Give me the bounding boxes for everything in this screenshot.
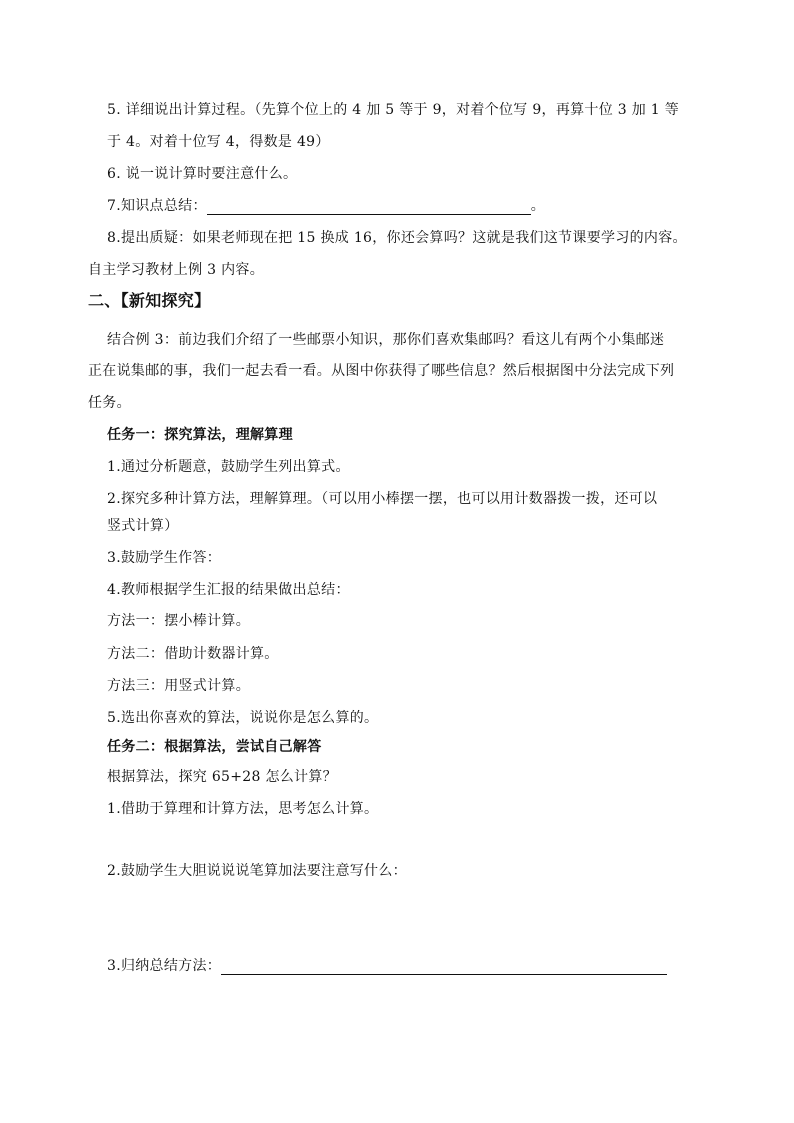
method-summary-blank[interactable]	[221, 960, 667, 975]
task-1-item-2-line-1: 2.探究多种计算方法，理解算理。（可以用小棒摆一摆，也可以用计数器拨一拨，还可以	[107, 491, 658, 507]
task-2-title: 任务二：根据算法，尝试自己解答	[107, 739, 322, 755]
knowledge-summary-blank[interactable]	[207, 200, 531, 215]
task-2-item-3-label: 3.归纳总结方法：	[107, 958, 222, 974]
item-6: 6. 说一说计算时要注意什么。	[107, 166, 298, 182]
item-7-end: 。	[530, 198, 546, 214]
task-2-item-2: 2.鼓励学生大胆说说说笔算加法要注意写什么：	[107, 863, 407, 879]
item-5-line-1: 5. 详细说出计算过程。（先算个位上的 4 加 5 等于 9，对着个位写 9，再算十位 3 加 1 等	[107, 102, 680, 118]
task-1-item-2-line-2: 竖式计算）	[107, 518, 179, 534]
intro-line-1: 结合例 3：前边我们介绍了一些邮票小知识，那你们喜欢集邮吗？看这儿有两个小集邮迷	[107, 332, 665, 348]
task-1-item-5: 5.选出你喜欢的算法，说说你是怎么算的。	[107, 710, 379, 726]
intro-line-3: 任务。	[88, 395, 131, 411]
task-2-intro: 根据算法，探究 65+28 怎么计算？	[107, 769, 337, 785]
task-2-item-3	[107, 957, 667, 975]
method-2: 方法二：借助计数器计算。	[107, 646, 279, 662]
item-7-label: 7.知识点总结：	[107, 198, 207, 214]
task-1-item-1: 1.通过分析题意，鼓励学生列出算式。	[107, 459, 350, 475]
intro-line-2: 正在说集邮的事，我们一起去看一看。从图中你获得了哪些信息？然后根据图中分法完成下列	[88, 363, 675, 379]
task-1-title: 任务一：探究算法，理解算理	[107, 427, 293, 443]
section-heading: 二、【新知探究】	[88, 291, 211, 310]
task-1-item-4: 4.教师根据学生汇报的结果做出总结：	[107, 582, 350, 598]
method-1: 方法一：摆小棒计算。	[107, 613, 250, 629]
item-7	[107, 197, 545, 215]
task-1-item-3: 3.鼓励学生作答：	[107, 550, 222, 566]
method-3: 方法三：用竖式计算。	[107, 678, 250, 694]
self-study-line: 自主学习教材上例 3 内容。	[88, 262, 265, 278]
item-8: 8.提出质疑：如果老师现在把 15 换成 16，你还会算吗？这就是我们这节课要学习的内容。	[107, 230, 687, 246]
item-5-line-2: 于 4。对着十位写 4，得数是 49）	[107, 134, 330, 150]
task-2-item-1: 1.借助于算理和计算方法，思考怎么计算。	[107, 801, 379, 817]
